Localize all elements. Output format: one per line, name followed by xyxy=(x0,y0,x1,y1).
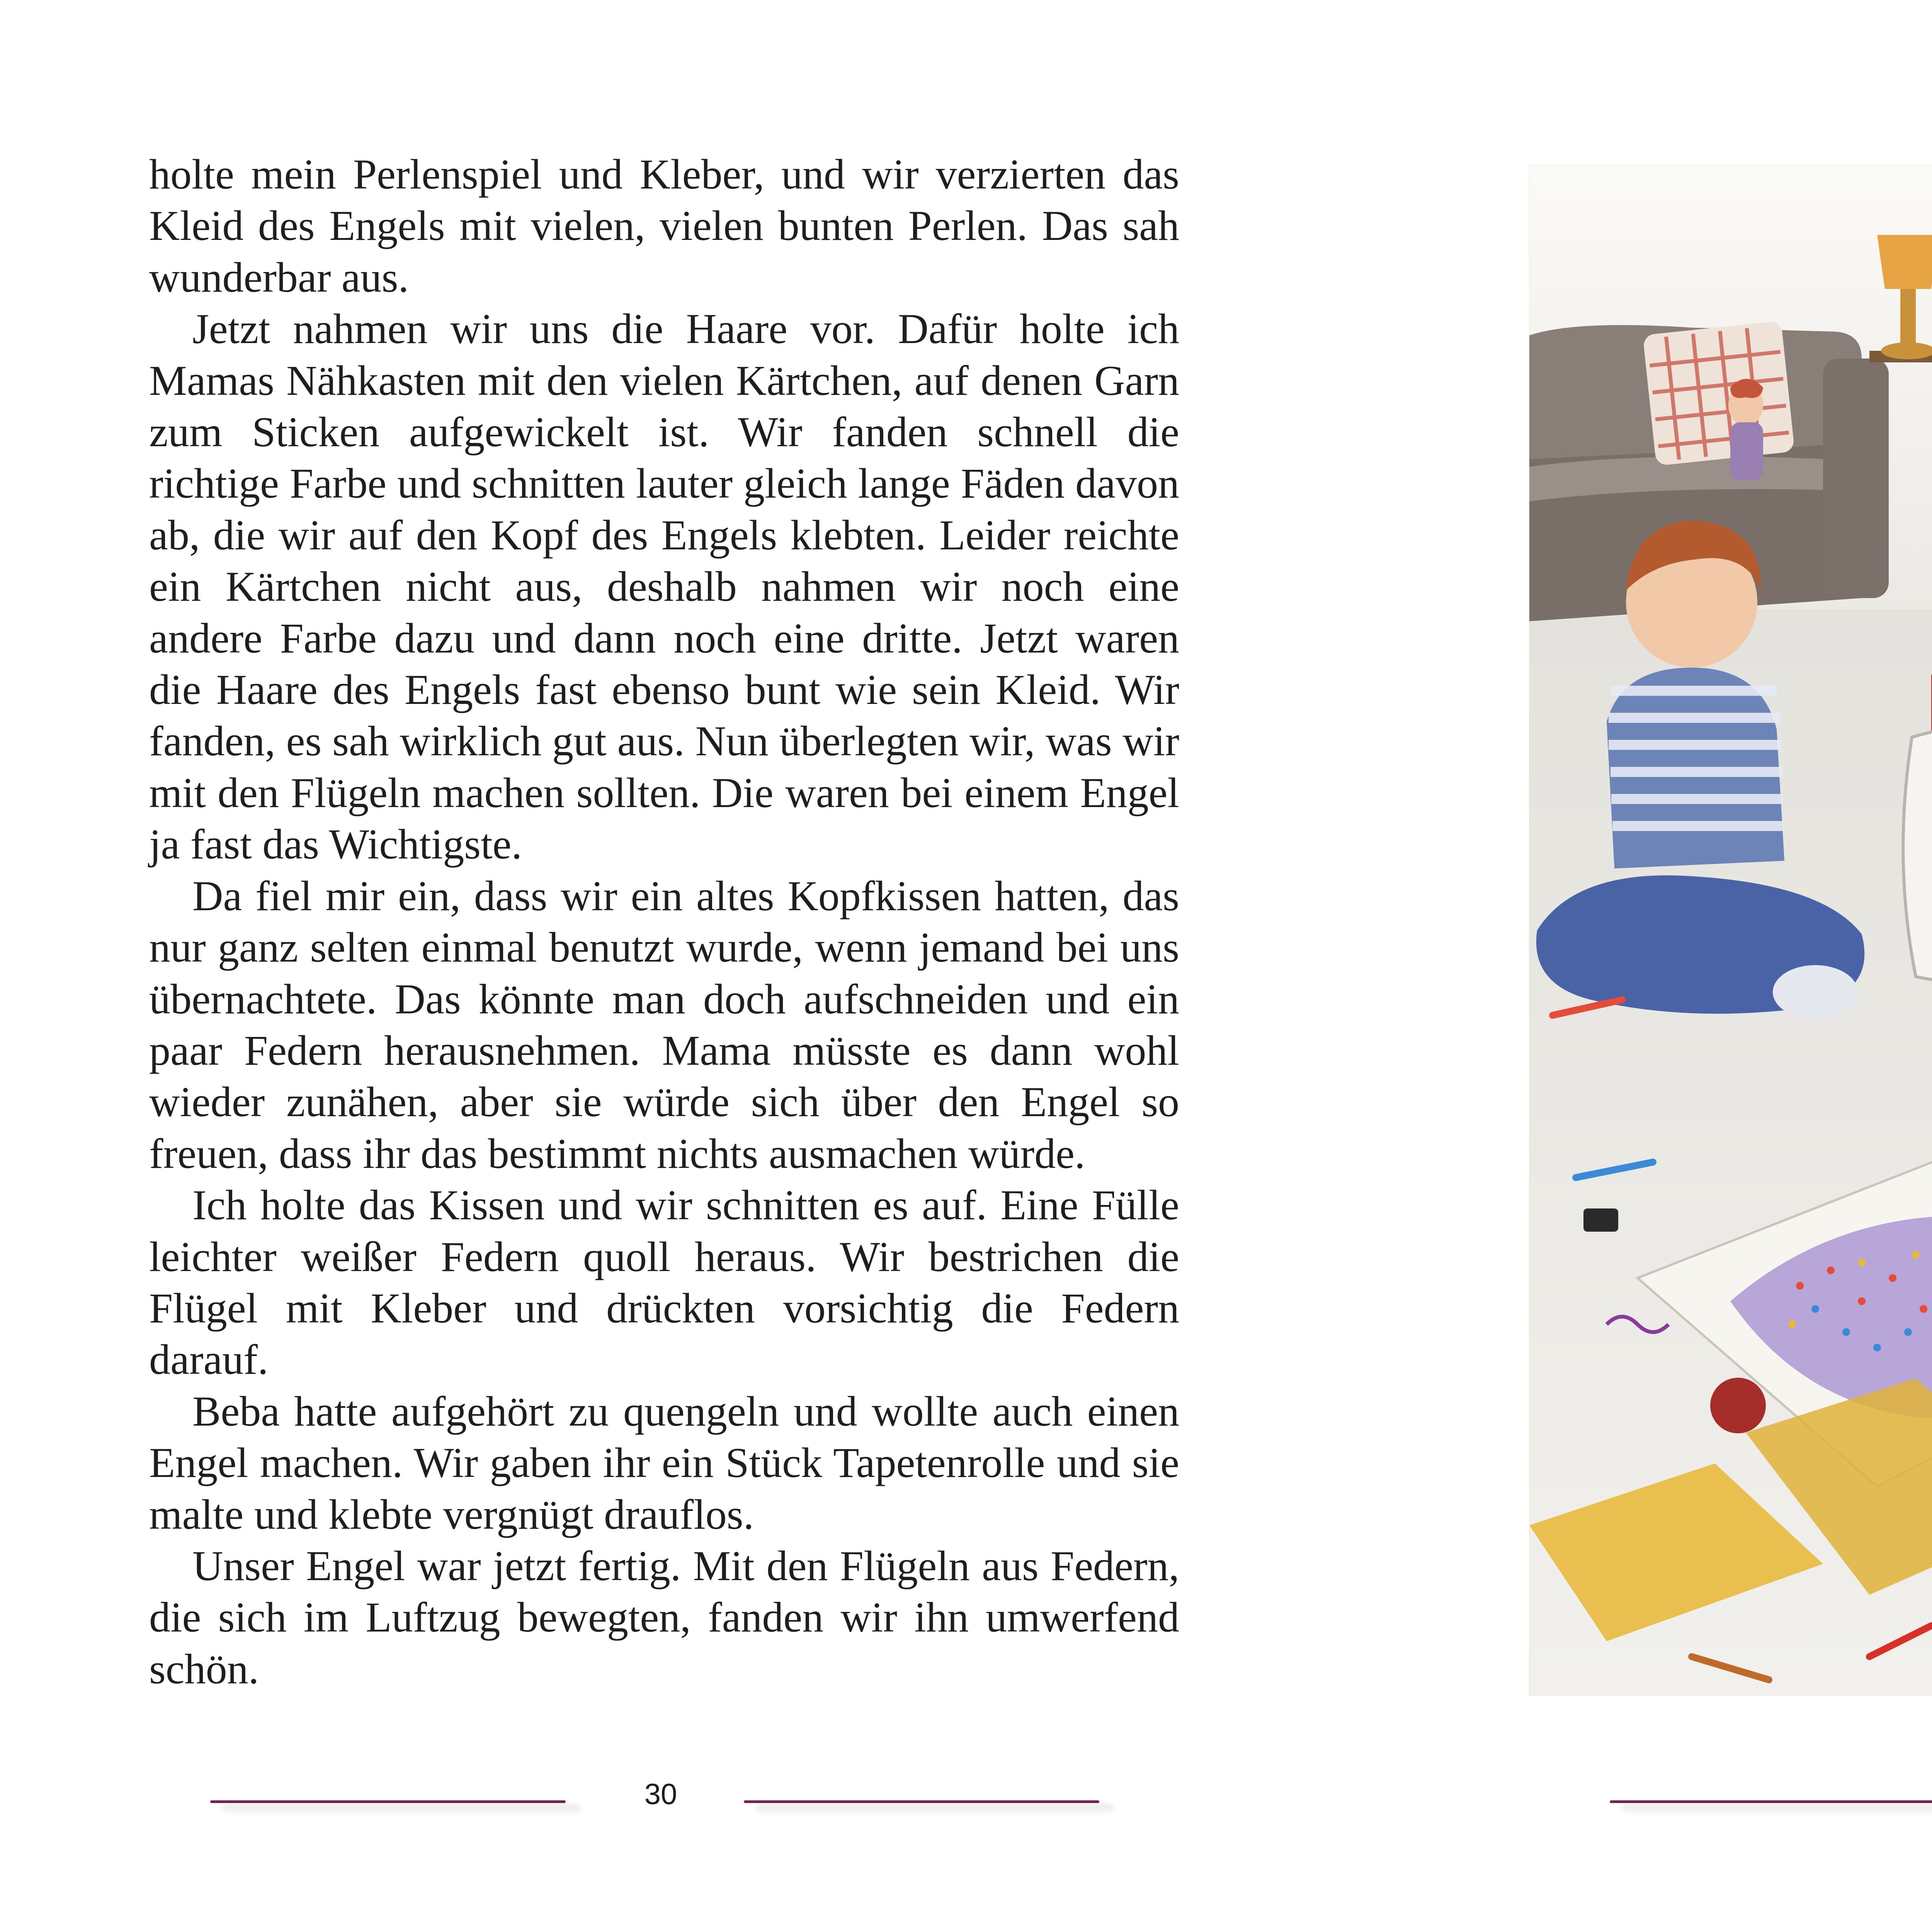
right-page xyxy=(1348,0,1932,1912)
paragraph-5: Beba hatte aufgehört zu quengeln und wollte auch einen Engel machen. Wir gaben ihr ein Stück Tapetenrolle und sie malte und klebte vergnügt drauflos. xyxy=(149,1387,1179,1538)
footer-rule-left-a xyxy=(210,1800,566,1803)
footer-rule-left-b xyxy=(744,1800,1099,1803)
paragraph-1: holte mein Perlenspiel und Kleber, und wir verzierten das Kleid des Engels mit vielen, vielen bunten Perlen. Das sah wunderbar aus. xyxy=(149,151,1179,301)
body-text xyxy=(149,149,1179,1695)
yarn-ball xyxy=(1710,1378,1766,1433)
illustration-children-crafting-angel xyxy=(1529,165,1932,1696)
paragraph-2: Jetzt nahmen wir uns die Haare vor. Dafür holte ich Mamas Nähkasten mit den vielen Kärtchen, auf denen Garn zum Sticken aufgewickelt ist. Wir fanden schnell die richtige Farbe und schnitten lauter gleich lange Fäden davon ab, die wir auf den Kopf des Engels klebten. Leider reichte ein Kärtchen nicht aus, deshalb nahmen wir noch eine andere Farbe dazu und dann noch eine dritte. Jetzt waren die Haare des Engels fast ebenso bunt wie sein Kleid. Wir fanden, es sah wirklich gut aus. Nun überlegten wir, was wir mit den Flügeln machen sollten. Die waren bei einem Engel ja fast das Wichtigste. xyxy=(149,305,1179,868)
footer-rule-right-a xyxy=(1610,1800,1932,1803)
paragraph-4: Ich holte das Kissen und wir schnitten es auf. Eine Fülle leichter weißer Federn quoll heraus. Wir bestrichen die Flügel mit Kleber und drückten vorsichtig die Federn darauf. xyxy=(149,1181,1179,1383)
paragraph-6: Unser Engel war jetzt fertig. Mit den Flügeln aus Federn, die sich im Luftzug bewegten, fanden wir ihn umwerfend schön. xyxy=(149,1542,1179,1693)
page-number-left: 30 xyxy=(644,1778,677,1811)
paragraph-3: Da fiel mir ein, dass wir ein altes Kopfkissen hatten, das nur ganz selten einmal benutzt wurde, wenn jemand bei uns übernachtete. Das könnte man doch aufschneiden und ein paar Federn herausnehmen. Mama müsste es dann wohl wieder zunähen, aber sie würde sich über den Engel so freuen, dass ihr das bestimmt nichts ausmachen würde. xyxy=(149,872,1179,1177)
